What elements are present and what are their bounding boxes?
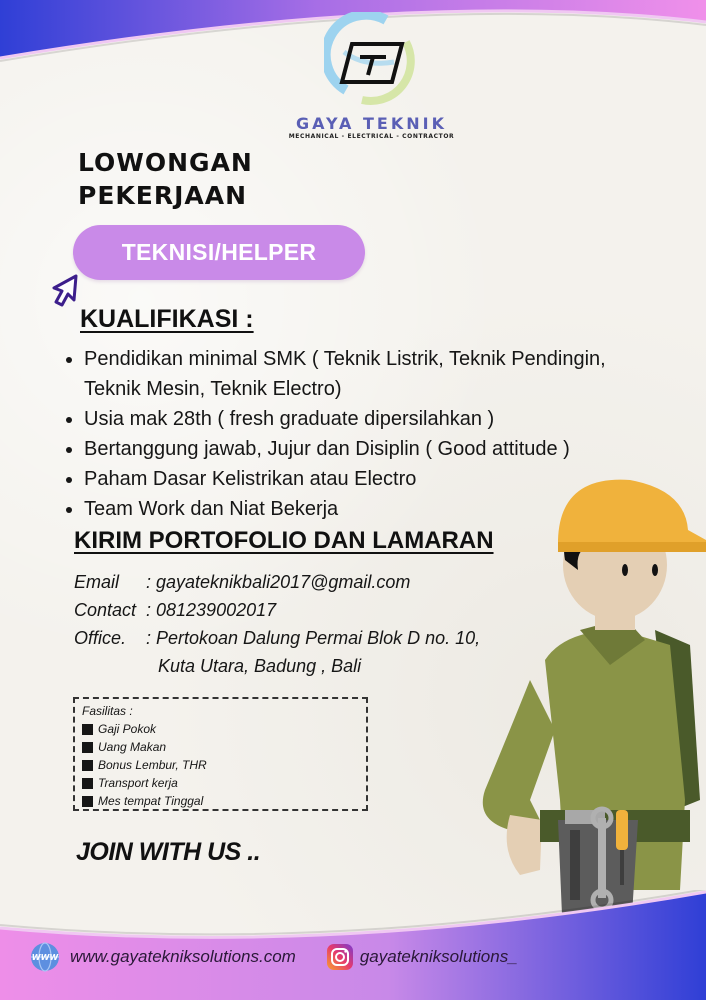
- contact-info: [74, 568, 480, 680]
- application-title: KIRIM PORTOFOLIO DAN LAMARAN: [74, 527, 494, 554]
- facility-item: [82, 738, 366, 756]
- qualification-item: Team Work dan Niat Bekerja: [60, 494, 640, 524]
- facility-label: Uang Makan: [98, 740, 167, 754]
- office-value-line-1: : Pertokoan Dalung Permai Blok D no. 10,: [146, 628, 481, 648]
- cursor-pointer-icon: [48, 272, 84, 308]
- headline-line-1: LOWONGAN: [78, 148, 253, 177]
- globe-www-icon: [30, 942, 60, 972]
- facilities-title: Fasilitas :: [82, 704, 133, 718]
- facility-item: [82, 774, 366, 792]
- worker-illustration: [470, 470, 706, 930]
- contact-label: Contact: [74, 600, 137, 620]
- facility-item: [82, 756, 366, 774]
- contact-row: [74, 596, 480, 624]
- instagram-icon: [326, 943, 354, 971]
- qualifications-title: KUALIFIKASI :: [80, 305, 254, 333]
- email-value[interactable]: : gayateknikbali2017@gmail.com: [146, 572, 411, 592]
- facilities-box: [73, 697, 368, 811]
- office-row: [74, 624, 480, 652]
- facility-item: [82, 792, 366, 810]
- headline: [78, 146, 253, 212]
- gt-logo-icon: [324, 12, 419, 107]
- position-badge: TEKNISI/HELPER: [73, 225, 365, 280]
- company-logo: [284, 12, 459, 140]
- website-url[interactable]: www.gayatekniksolutions.com: [70, 947, 296, 966]
- square-bullet-icon: [82, 760, 93, 771]
- footer-links: [30, 942, 518, 972]
- facility-label: Transport kerja: [98, 776, 178, 790]
- instagram-link[interactable]: [326, 943, 518, 971]
- square-bullet-icon: [82, 796, 93, 807]
- brand-name: GAYA TEKNIK: [296, 114, 447, 133]
- contact-value[interactable]: : 081239002017: [146, 600, 277, 620]
- qualification-item: Pendidikan minimal SMK ( Teknik Listrik, Teknik Pendingin, Teknik Mesin, Teknik Electro): [60, 344, 640, 404]
- square-bullet-icon: [82, 778, 93, 789]
- facility-label: Mes tempat Tinggal: [98, 794, 204, 808]
- qualification-item: Usia mak 28th ( fresh graduate dipersilahkan ): [60, 404, 640, 434]
- join-cta: JOIN WITH US ..: [76, 838, 261, 866]
- headline-line-2: PEKERJAAN: [78, 181, 248, 210]
- facility-item: [82, 720, 366, 738]
- qualification-item: Bertanggung jawab, Jujur dan Disiplin ( Good attitude ): [60, 434, 640, 464]
- facility-label: Gaji Pokok: [98, 722, 157, 736]
- office-value-line-2: Kuta Utara, Badung , Bali: [158, 656, 362, 676]
- instagram-handle[interactable]: gayatekniksolutions_: [359, 947, 518, 966]
- office-label: Office.: [74, 628, 127, 648]
- facility-label: Bonus Lembur, THR: [98, 758, 207, 772]
- website-link[interactable]: [30, 942, 296, 972]
- square-bullet-icon: [82, 724, 93, 735]
- email-label: Email: [74, 572, 120, 592]
- square-bullet-icon: [82, 742, 93, 753]
- qualification-item: Paham Dasar Kelistrikan atau Electro: [60, 464, 640, 494]
- brand-tagline: MECHANICAL - ELECTRICAL - CONTRACTOR: [288, 133, 455, 140]
- svg-text:WWW: WWW: [31, 953, 59, 962]
- email-row: [74, 568, 480, 596]
